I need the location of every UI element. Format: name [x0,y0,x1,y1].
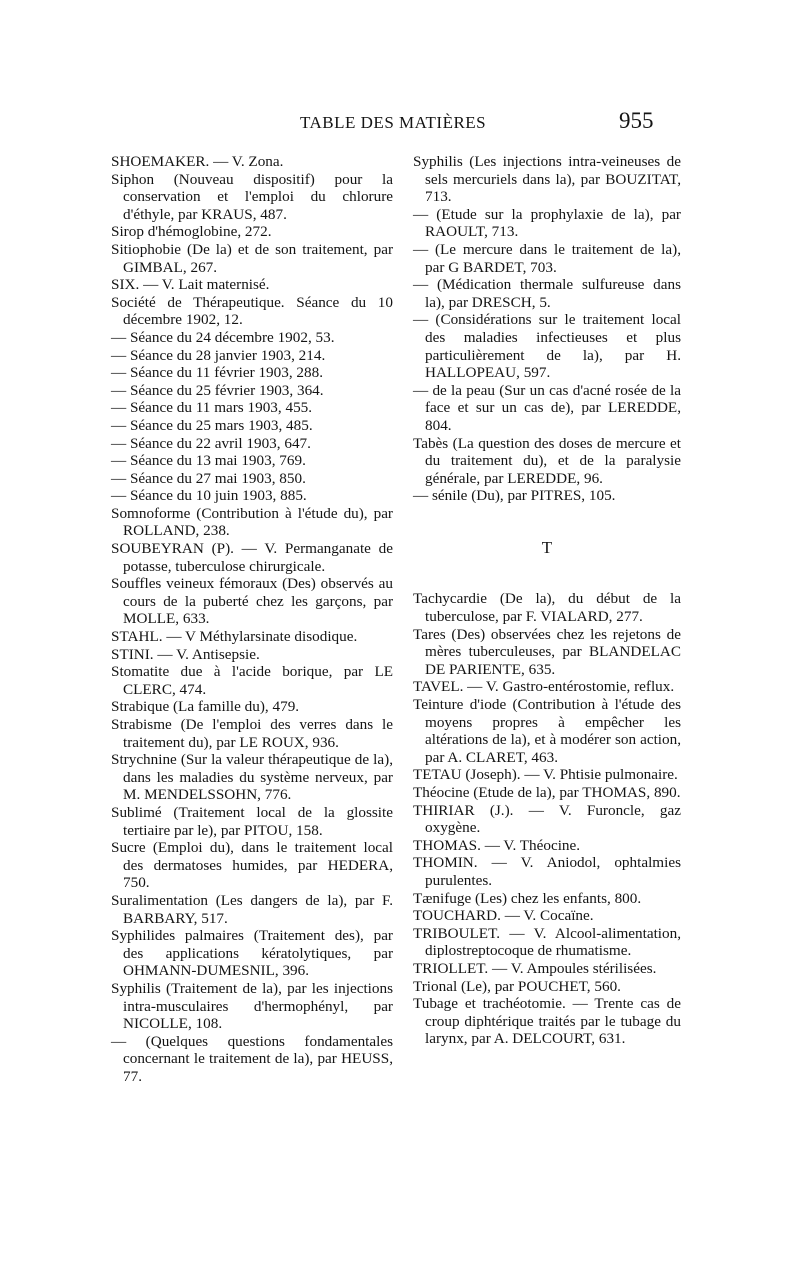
index-entry: — Séance du 22 avril 1903, 647. [111,434,311,452]
index-entry: — Séance du 13 mai 1903, 769. [111,452,306,470]
index-entry: Siphon (Nouveau dispositif) pour la conservation et l'emploi du chlorure d'éthyle, par KRAUS, 487. [111,170,393,223]
index-entry: TETAU (Joseph). — V. Phtisie pulmonaire. [413,766,678,784]
index-entry: Tubage et trachéotomie. — Trente cas de croup diphtérique traités par le tubage du larynx, par A. DELCOURT, 631. [413,995,681,1048]
index-entry: SOUBEYRAN (P). — V. Permanganate de potasse, tuberculose chirurgicale. [111,540,393,575]
index-entry: — Séance du 28 janvier 1903, 214. [111,346,326,364]
right-entries-s [413,153,681,505]
section-letter: T [541,537,553,557]
index-entry: — de la peau (Sur un cas d'acné rosée de la face et sur un cas de), par LEREDDE, 804. [413,381,681,434]
index-entry: — (Le mercure dans le traitement de la), par G BARDET, 703. [413,240,681,276]
index-entry: — Séance du 25 février 1903, 364. [111,381,324,399]
index-entry: Sublimé (Traitement local de la glossite tertiaire par le), par PITOU, 158. [111,803,393,839]
running-title: TABLE DES MATIÈRES [300,113,487,132]
index-entry: THOMIN. — V. Aniodol, ophtalmies purulentes. [413,854,681,889]
index-entry: — Séance du 25 mars 1903, 485. [111,416,313,434]
index-entry: Strabisme (De l'emploi des verres dans le traitement du), par LE ROUX, 936. [111,716,393,751]
right-column [413,153,681,1048]
index-entry: — (Etude sur la prophylaxie de la), par RAOULT, 713. [413,205,681,241]
index-entry: TRIOLLET. — V. Ampoules stérilisées. [413,959,657,977]
index-entry: THIRIAR (J.). — V. Furoncle, gaz oxygène. [413,801,681,837]
index-entry: Strychnine (Sur la valeur thérapeutique de la), dans les maladies du système nerveux, par M. MENDELSSOHN, 776. [111,751,393,804]
index-entry: THOMAS. — V. Théocine. [413,836,581,854]
index-entry: Sitiophobie (De la) et de son traitement, par GIMBAL, 267. [111,240,393,276]
running-header [0,108,800,143]
index-entry: Tabès (La question des doses de mercure et du traitement du), et de la paralysie générale, par LEREDDE, 96. [413,434,681,487]
index-entry: — (Médication thermale sulfureuse dans la), par DRESCH, 5. [413,276,681,311]
index-entry: Strabique (La famille du), 479. [111,698,300,716]
index-entry: Syphilis (Traitement de la), par les injections intra-musculaires d'hermophényl, par NICOLLE, 108. [111,979,393,1033]
index-entry: Tares (Des) observées chez les rejetons de mères tuberculeuses, par BLANDELAC DE PARIENTE, 635. [413,625,681,678]
index-entry: TAVEL. — V. Gastro-entérostomie, reflux. [413,678,675,696]
left-column [111,153,393,1085]
index-entry: TOUCHARD. — V. Cocaïne. [413,907,594,925]
index-entry: — Séance du 24 décembre 1902, 53. [111,328,335,346]
index-entry: SIX. — V. Lait maternisé. [111,276,270,294]
index-entry: Trional (Le), par POUCHET, 560. [413,977,621,995]
index-entry: — (Quelques questions fondamentales concernant le traitement de la), par HEUSS, 77. [111,1032,393,1085]
index-entry: — (Considérations sur le traitement local des maladies infectieuses et plus particulièrement de la), par H. HALLOPEAU, 597. [413,311,681,382]
index-entry: Sirop d'hémoglobine, 272. [111,223,272,241]
index-entry: Stomatite due à l'acide borique, par LE CLERC, 474. [111,663,393,698]
index-entry: Somnoforme (Contribution à l'étude du), par ROLLAND, 238. [111,504,393,540]
index-entry: TRIBOULET. — V. Alcool-alimentation, diplostreptocoque de rhumatisme. [413,924,681,960]
index-entry: Théocine (Etude de la), par THOMAS, 890. [413,784,681,801]
right-entries-t [413,590,681,1047]
index-entry: SHOEMAKER. — V. Zona. [111,153,284,170]
index-entry: Sucre (Emploi du), dans le traitement local des dermatoses humides, par HEDERA, 750. [111,839,393,892]
index-entry: — Séance du 10 juin 1903, 885. [111,487,307,505]
index-entry: Suralimentation (Les dangers de la), par F. BARBARY, 517. [111,891,393,927]
index-entry: Tænifuge (Les) chez les enfants, 800. [413,889,642,907]
index-entry: — Séance du 11 février 1903, 288. [111,364,324,382]
page-number: 955 [619,108,654,133]
index-entry: Syphilides palmaires (Traitement des), par des applications kératolytiques, par OHMANN-DUMESNIL, 396. [111,927,393,980]
index-entry: Souffles veineux fémoraux (Des) observés au cours de la puberté chez les garçons, par MOLLE, 633. [111,575,393,628]
index-entry: Tachycardie (De la), du début de la tuberculose, par F. VIALARD, 277. [413,590,681,626]
index-entry: — sénile (Du), par PITRES, 105. [413,487,616,505]
index-entry: STINI. — V. Antisepsie. [111,645,260,663]
index-entry: Teinture d'iode (Contribution à l'étude des moyens propres à empêcher les altérations de la), et à modérer son action, par A. CLARET, 463. [413,696,681,766]
index-entry: Société de Thérapeutique. Séance du 10 décembre 1902, 12. [111,293,393,329]
index-entry: STAHL. — V Méthylarsinate disodique. [111,628,358,646]
index-entry: — Séance du 27 mai 1903, 850. [111,469,306,487]
index-entry: Syphilis (Les injections intra-veineuses de sels mercuriels dans la), par BOUZITAT, 713. [413,153,681,206]
index-entry: — Séance du 11 mars 1903, 455. [111,399,313,417]
